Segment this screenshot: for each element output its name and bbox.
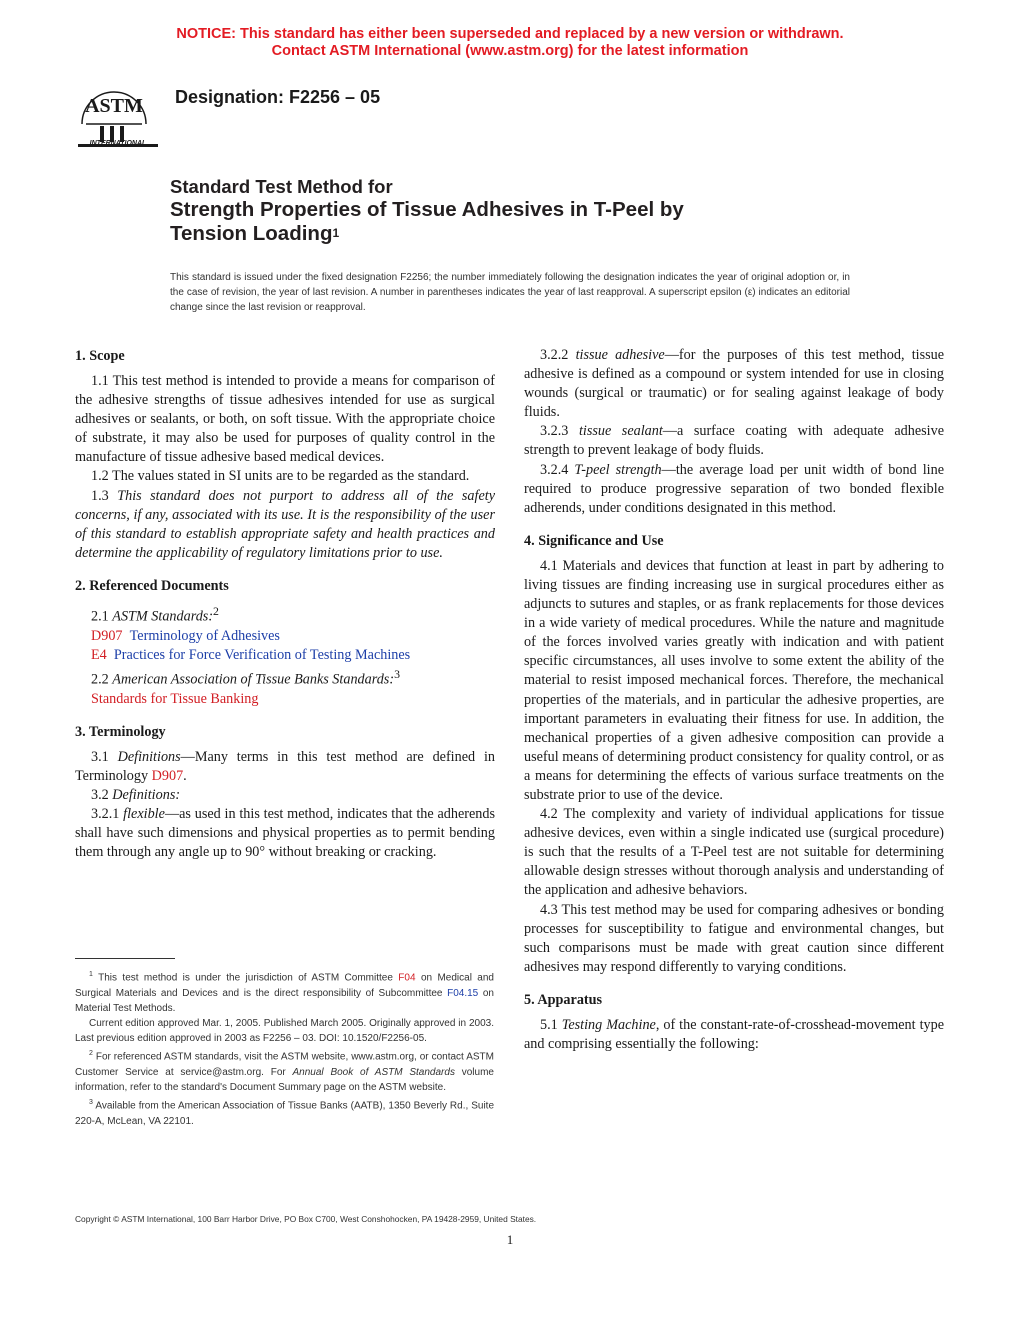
- para-5-1: [524, 1016, 944, 1054]
- para-3-2-3: [524, 422, 944, 460]
- para-3-2-4-text: —the average load per unit width of bond line required to produce progressive separation of two bonded flexible adherends, under conditions designated in this method.: [524, 461, 944, 516]
- para-2-2-num: 2.2: [91, 671, 109, 688]
- para-2-2-sup: 3: [394, 666, 400, 681]
- para-2-1-text: ASTM Standards:: [112, 608, 214, 625]
- link-d907[interactable]: D907: [151, 767, 184, 784]
- title-line-1: Standard Test Method for: [170, 176, 393, 197]
- footnote-1-c: on Material Test Methods.: [75, 987, 494, 1014]
- astm-logo: [62, 74, 162, 154]
- ref-e4-title[interactable]: Practices for Force Verification of Testing Machines: [113, 646, 411, 663]
- title-line-2: Strength Properties of Tissue Adhesives in T-Peel by: [170, 198, 684, 221]
- para-5-1-num: 5.1: [540, 1016, 558, 1033]
- para-3-2-4-num: 3.2.4: [540, 461, 569, 478]
- reference-d907[interactable]: [75, 627, 495, 646]
- footnote-2-mark: 2: [89, 1050, 93, 1058]
- para-3-2-1-num: 3.2.1: [91, 806, 120, 823]
- para-2-2-text: American Association of Tissue Banks Standards:: [112, 671, 395, 688]
- para-3-2-2-term: tissue adhesive: [575, 347, 665, 363]
- withdrawal-notice: [0, 26, 1020, 60]
- footnote-3-text: Available from the American Association of Tissue Banks (AATB), 1350 Beverly Rd., Suite 220-A, McLean, VA 22101.: [75, 1100, 495, 1127]
- link-f04[interactable]: F04: [398, 972, 416, 984]
- para-3-2-4-term: T-peel strength: [574, 461, 662, 478]
- para-2-1: [75, 602, 495, 627]
- para-1-3-num: 1.3: [91, 487, 109, 504]
- section-apparatus-heading: 5. Apparatus: [524, 991, 603, 1008]
- notice-line-1: NOTICE: This standard has either been superseded and replaced by a new version or withdrawn.: [176, 26, 844, 42]
- para-4-3: 4.3 This test method may be used for comparing adhesives or bonding processes for susceptibility to fatigue and environmental changes, but such comparisons must be made with great caution since different adhesives may respond differently to varying conditions.: [524, 901, 944, 975]
- para-3-2-2-text: —for the purposes of this test method, tissue adhesive is defined as a compound or system intended for use in closing wounds (surgical or traumatic) or for sealing against leakage of body fluids.: [524, 347, 945, 421]
- para-1-3: [75, 487, 495, 563]
- para-3-1-term: Definitions: [117, 748, 181, 765]
- para-1-1: 1.1 This test method is intended to provide a means for comparison of the adhesive strengths of tissue adhesives intended for use as surgical adhesives or sealants, or both, on soft tissue. With the appropriate choice of substrate, it may also be used for purposes of quality control in the manufacture of tissue adhesive based medical devices.: [75, 373, 495, 466]
- title-footnote-mark: 1: [332, 226, 340, 240]
- title-line-3-text: Tension Loading: [170, 222, 333, 245]
- document-title: [170, 175, 684, 246]
- section-referenced-documents-heading: 2. Referenced Documents: [75, 577, 229, 594]
- link-f04-15[interactable]: F04.15: [447, 987, 479, 999]
- para-3-2-2: [524, 346, 944, 422]
- para-3-2-2-num: 3.2.2: [540, 347, 569, 363]
- para-3-1-num: 3.1: [91, 748, 109, 765]
- para-3-2-1-text: —as used in this test method, indicates that the adherends shall have such dimensions and physical properties as to permit bending them through any angle up to 90° without breaking or cracking.: [75, 806, 495, 861]
- section-terminology-heading: 3. Terminology: [75, 723, 166, 740]
- para-3-2-4: [524, 461, 944, 518]
- footnote-3-mark: 3: [89, 1099, 93, 1107]
- page-number: 1: [506, 1232, 514, 1247]
- footnote-1: [75, 967, 494, 1016]
- reference-e4[interactable]: [75, 646, 495, 665]
- copyright: Copyright © ASTM International, 100 Barr Harbor Drive, PO Box C700, West Conshohocken, PA 19428-2959, United States.: [75, 1214, 537, 1224]
- para-5-1-text: , of the constant-rate-of-crosshead-movement type and comprising essentially the following:: [524, 1016, 945, 1052]
- notice-line-2: Contact ASTM International (www.astm.org) for the latest information: [271, 43, 749, 59]
- footnote-1-a: This test method is under the jurisdiction of ASTM Committee: [98, 972, 393, 984]
- ref-d907-title[interactable]: Terminology of Adhesives: [129, 627, 280, 644]
- para-3-2-num: 3.2: [91, 787, 109, 804]
- footnote-1-b: on Medical and Surgical Materials and Devices and is the direct responsibility of Subcommittee: [75, 972, 494, 999]
- logo-text: ASTM: [85, 95, 143, 117]
- footnote-2-b: volume information, refer to the standard's Document Summary page on the ASTM website.: [75, 1066, 494, 1094]
- footnote-2-italic: Annual Book of ASTM Standards: [292, 1066, 455, 1078]
- footnote-1-mark: 1: [89, 971, 93, 978]
- ref-e4-code[interactable]: E4: [91, 646, 107, 663]
- para-3-2-3-term: tissue sealant: [578, 423, 663, 440]
- title-line-3: [170, 222, 684, 246]
- para-1-2: 1.2 The values stated in SI units are to be regarded as the standard.: [91, 468, 470, 485]
- para-4-2: 4.2 The complexity and variety of individual applications for tissue adhesive devices, even within a single indicated use (surgical procedure) is such that the results of a T-Peel test are not suitable for determining allowable design stresses without thorough analysis and understanding of the application and adhesive behaviors.: [524, 806, 944, 899]
- para-3-2-1: [75, 805, 495, 862]
- para-3-2-3-text: —a surface coating with adequate adhesive strength to prevent leakage of body fluids.: [524, 423, 945, 459]
- section-significance-heading: 4. Significance and Use: [524, 532, 664, 549]
- footnotes: [75, 967, 494, 1129]
- para-1-3-text: This standard does not purport to address all of the safety concerns, if any, associated with its use. It is the responsibility of the user of this standard to establish appropriate safety and health practices and determine the applicability of regulatory limitations prior to use.: [75, 487, 495, 561]
- footnote-2-a: For referenced ASTM standards, visit the ASTM website, www.astm.org, or contact ASTM Customer Service at service@astm.org. For: [75, 1051, 494, 1078]
- footnote-1-edition: Current edition approved Mar. 1, 2005. Published March 2005. Originally approved in 2003. Last previous edition approved in 2003 as F2256 – 03. DOI: 10.1520/F2256-05.: [75, 1017, 494, 1045]
- para-2-2: [75, 665, 495, 690]
- left-column: [75, 346, 495, 862]
- reference-tissue-banking[interactable]: Standards for Tissue Banking: [91, 690, 259, 707]
- issued-note: This standard is issued under the fixed designation F2256; the number immediately following the designation indicates the year of original adoption or, in the case of revision, the year of last revision. A number in parentheses indicates the year of last reapproval. A superscript epsilon (ε) indicates an editorial change since the last revision or reapproval.: [170, 272, 850, 314]
- para-3-2: [75, 786, 495, 805]
- para-3-1-text: —Many terms in this test method are defined in Terminology: [75, 748, 495, 784]
- section-scope-heading: 1. Scope: [75, 348, 125, 364]
- para-2-1-num: 2.1: [91, 608, 109, 625]
- right-column: [524, 346, 944, 1054]
- para-4-1: 4.1 Materials and devices that function at least in part by adhering to living tissues are finding increasing use in surgical procedures either as adjuncts to sutures and staples, or as frank replacements for those devices in a wide variety of medical procedures. While the nature and magnitude of the forces involved varies greatly with indication and with patient specific circumstances, all uses involve to some extent the ability of the material to resist imposed mechanical forces. Therefore, the mechanical properties of the materials, and in particular the adhesive properties, are important parameters in evaluating their fitness for use. In addition, the mechanical properties of a given adhesive composition can provide a useful means of determining product consistency for quality control, or as a means for determining the effects of various surface treatments on the substrate prior to use of the device.: [524, 557, 944, 803]
- para-3-1: 3.1 Definitions—Many terms in this test method are defined in Terminology D907.: [75, 748, 495, 784]
- ref-d907-code[interactable]: D907: [91, 627, 123, 644]
- para-2-1-sup: 2: [213, 603, 219, 618]
- para-3-2-3-num: 3.2.3: [540, 423, 569, 440]
- para-5-1-term: Testing Machine: [561, 1016, 656, 1033]
- footnote-2: [75, 1046, 494, 1095]
- para-3-2-term: Definitions:: [112, 787, 181, 804]
- logo-subtext: INTERNATIONAL: [89, 140, 147, 147]
- footnote-divider: [75, 958, 175, 959]
- designation: Designation: F2256 – 05: [175, 87, 381, 107]
- footnote-3: [75, 1095, 494, 1129]
- para-3-2-1-term: flexible: [123, 806, 165, 823]
